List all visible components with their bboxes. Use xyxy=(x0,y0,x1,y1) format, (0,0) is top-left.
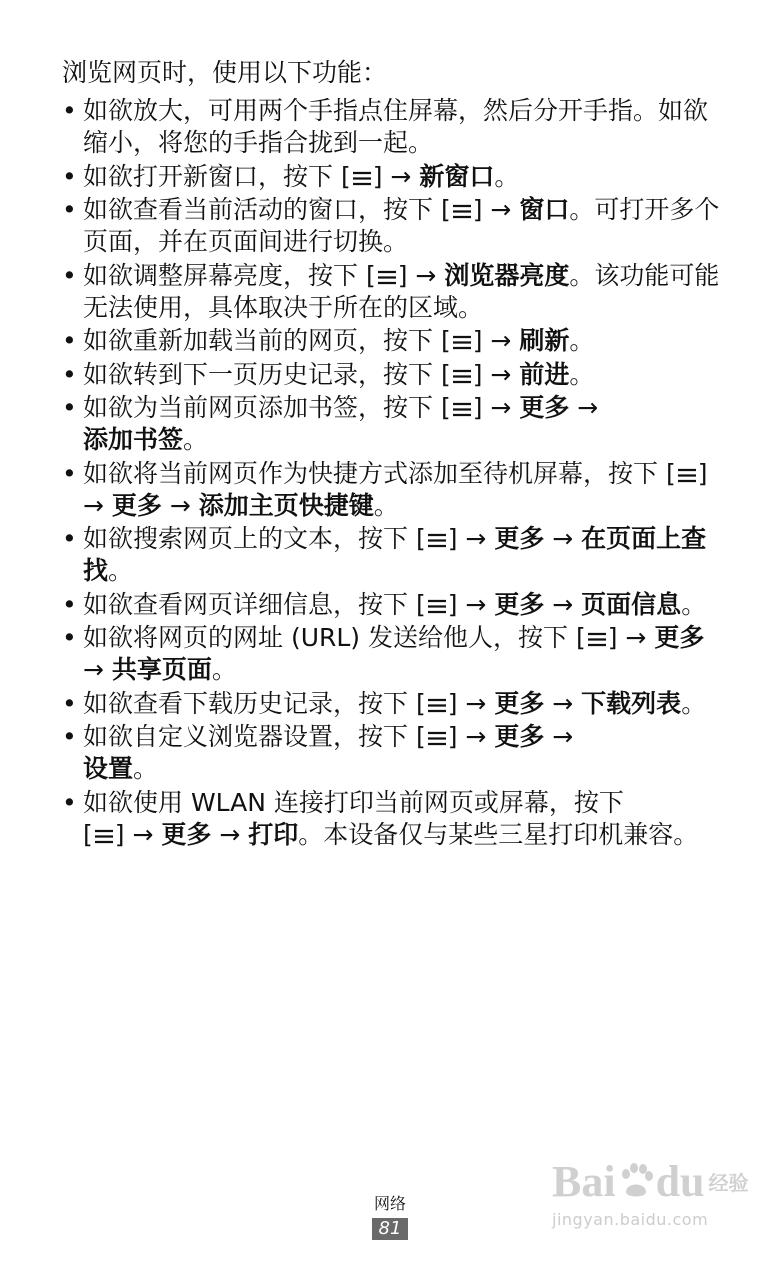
item-text: → xyxy=(544,589,582,619)
menu-path-label: 更多 xyxy=(654,623,705,652)
item-text: 如欲为当前网页添加书签，按下 [ xyxy=(83,393,451,422)
bullet-icon: • xyxy=(62,623,77,652)
menu-path-label: 共享页面 xyxy=(111,655,212,684)
menu-key-icon xyxy=(451,400,473,418)
item-text: 如欲自定义浏览器设置，按下 [ xyxy=(83,722,426,751)
item-text: → xyxy=(161,490,199,520)
item-text: 。 xyxy=(133,754,159,783)
bullet-icon: • xyxy=(62,589,77,619)
item-text: 。本设备仅与某些三星打印机兼容。 xyxy=(298,819,699,849)
menu-path-label: 更多 xyxy=(494,722,545,751)
menu-path-label: 添加书签 xyxy=(83,425,184,454)
item-text: [ xyxy=(83,819,93,849)
menu-path-label: 下载列表 xyxy=(581,688,682,718)
menu-key-icon xyxy=(586,630,608,648)
menu-key-icon xyxy=(451,333,473,351)
item-text: 如欲重新加载当前的网页，按下 [ xyxy=(83,326,451,355)
item-text: 如欲放大，可用两个手指点住屏幕，然后分开手指。如欲缩小，将您的手指合拢到一起。 xyxy=(83,96,709,157)
watermark-sub: 经验 xyxy=(708,1171,749,1195)
page-footer xyxy=(0,1194,780,1240)
item-text: 如欲查看网页详细信息，按下 [ xyxy=(83,589,426,619)
menu-path-label: 新窗口 xyxy=(419,161,495,191)
list-item xyxy=(62,161,722,193)
list-item xyxy=(62,359,722,391)
page-content xyxy=(62,56,722,852)
list-item xyxy=(62,194,722,258)
item-text: 如欲打开新窗口，按下 [ xyxy=(83,161,351,191)
list-item xyxy=(62,523,722,587)
menu-key-icon xyxy=(426,696,448,714)
menu-path-label: 前进 xyxy=(519,359,570,389)
item-text: ] → xyxy=(372,161,420,191)
bullet-icon: • xyxy=(62,458,77,488)
item-text: 。 xyxy=(569,359,595,389)
item-text: 如欲调整屏幕亮度，按下 [ xyxy=(83,260,376,290)
item-text: 如欲使用 WLAN 连接打印当前网页或屏幕，按下 xyxy=(83,787,624,817)
list-item xyxy=(62,458,722,522)
list-item xyxy=(62,260,722,324)
list-item xyxy=(62,392,722,456)
bullet-icon: • xyxy=(62,326,77,355)
item-text: → xyxy=(544,688,582,718)
menu-key-icon xyxy=(376,268,398,286)
menu-path-label: 刷新 xyxy=(519,326,570,355)
menu-path-label: 更多 xyxy=(494,524,545,553)
item-text: ] → xyxy=(447,589,495,619)
item-text: ] → xyxy=(447,722,495,751)
menu-path-label: 更多 xyxy=(161,819,212,849)
item-text: 如欲将当前网页作为快捷方式添加至待机屏幕，按下 [ xyxy=(83,458,676,488)
watermark-url: jingyan.baidu.com xyxy=(552,1210,709,1229)
menu-key-icon xyxy=(451,367,473,385)
menu-key-icon xyxy=(351,169,373,187)
bullet-icon: • xyxy=(62,96,77,125)
menu-path-label: 打印 xyxy=(248,819,299,849)
item-text: ] → xyxy=(114,819,162,849)
item-text: 如欲将网页的网址 (URL) 发送给他人，按下 [ xyxy=(83,623,586,652)
list-item xyxy=(62,721,722,785)
list-item xyxy=(62,622,722,686)
item-text: 。 xyxy=(681,589,707,619)
item-text: → xyxy=(544,722,574,751)
feature-list xyxy=(62,95,722,851)
item-text: → xyxy=(83,655,112,684)
item-text: ] → xyxy=(447,688,495,718)
bullet-icon: • xyxy=(62,161,77,191)
menu-path-label: 更多 xyxy=(519,393,570,422)
item-text: → xyxy=(544,524,582,553)
menu-key-icon xyxy=(451,202,473,220)
menu-path-label: 添加主页快捷键 xyxy=(198,490,374,520)
bullet-icon: • xyxy=(62,359,77,389)
watermark-brand-right: du xyxy=(655,1157,705,1206)
item-text: 。 xyxy=(108,556,134,585)
menu-path-label: 窗口 xyxy=(519,195,570,224)
menu-key-icon xyxy=(93,827,115,845)
item-text: ] → xyxy=(472,393,520,422)
bullet-icon: • xyxy=(62,260,77,290)
menu-key-icon xyxy=(676,466,698,484)
menu-path-label: 更多 xyxy=(494,589,545,619)
section-name: 网络 xyxy=(373,1194,406,1213)
list-item xyxy=(62,325,722,357)
menu-key-icon xyxy=(426,729,448,747)
item-text: 。 xyxy=(681,688,707,718)
item-text: 。 xyxy=(494,161,520,191)
item-text: 如欲转到下一页历史记录，按下 [ xyxy=(83,359,451,389)
bullet-icon: • xyxy=(62,722,77,751)
intro-text: 浏览网页时，使用以下功能： xyxy=(62,58,388,87)
item-text: 。 xyxy=(211,655,237,684)
item-text: ] → xyxy=(447,524,495,553)
item-text: 。 xyxy=(569,326,595,355)
page-number: 81 xyxy=(372,1218,409,1240)
item-text: 。 xyxy=(373,490,399,520)
bullet-icon: • xyxy=(62,787,77,817)
bullet-icon: • xyxy=(62,393,77,422)
item-text: ] → xyxy=(472,359,520,389)
item-text: → xyxy=(211,819,249,849)
bullet-icon: • xyxy=(62,524,77,553)
bullet-icon: • xyxy=(62,195,77,224)
list-item xyxy=(62,589,722,621)
item-text: 。可打开多个页面，并在页面间进行切换。 xyxy=(83,195,720,256)
list-item xyxy=(62,787,722,851)
item-text: ] → xyxy=(83,458,708,520)
item-text: 如欲搜索网页上的文本，按下 [ xyxy=(83,524,426,553)
bullet-icon: • xyxy=(62,688,77,718)
item-text: 如欲查看当前活动的窗口，按下 [ xyxy=(83,195,451,224)
menu-path-label: 页面信息 xyxy=(581,589,682,619)
menu-path-label: 更多 xyxy=(111,490,162,520)
menu-path-label: 设置 xyxy=(83,754,134,783)
list-item xyxy=(62,95,722,159)
item-text: 。该功能可能无法使用，具体取决于所在的区域。 xyxy=(83,260,720,322)
menu-path-label: 更多 xyxy=(494,688,545,718)
list-item xyxy=(62,688,722,720)
item-text: ] → xyxy=(472,326,520,355)
menu-key-icon xyxy=(426,597,448,615)
item-text: ] → xyxy=(397,260,445,290)
item-text: ] → xyxy=(472,195,520,224)
menu-path-label: 浏览器亮度 xyxy=(444,260,570,290)
watermark-brand-left: Bai xyxy=(552,1157,616,1206)
item-text: → xyxy=(569,393,599,422)
item-text: 。 xyxy=(183,425,209,454)
menu-key-icon xyxy=(426,531,448,549)
menu-path-label: 在页面上查找 xyxy=(83,524,707,585)
item-text: 如欲查看下载历史记录，按下 [ xyxy=(83,688,426,718)
item-text: ] → xyxy=(607,623,655,652)
